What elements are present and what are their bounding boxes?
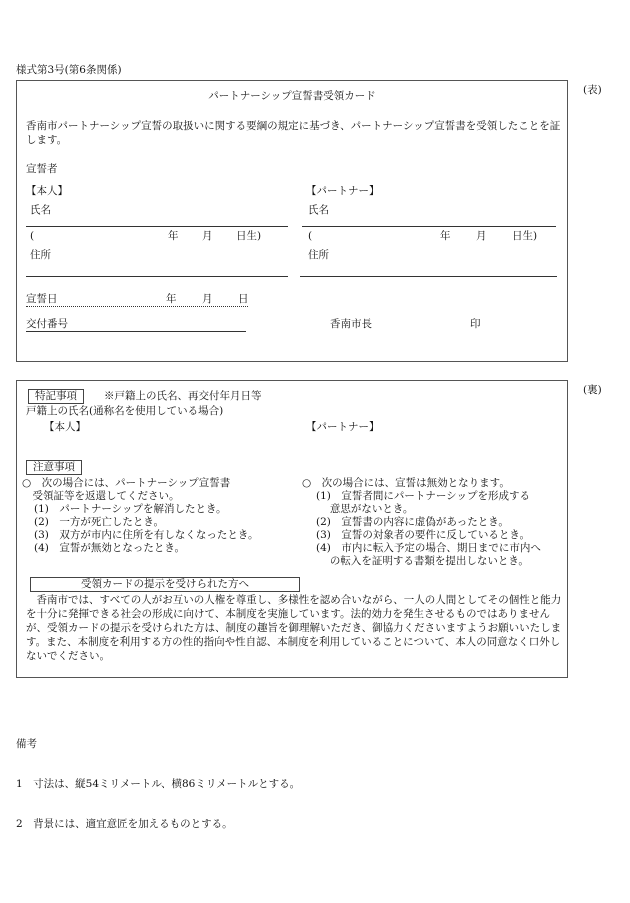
- card-title: パートナーシップ宣誓書受領カード: [208, 90, 376, 102]
- return-item: (1) パートナーシップを解消したとき。: [34, 503, 227, 515]
- self-address-label: 住所: [30, 249, 51, 261]
- remarks-item-2: 2 背景には、適宜意匠を加えるものとする。: [16, 818, 233, 830]
- remarks-heading: 備考: [16, 738, 37, 750]
- partner-address-label: 住所: [308, 249, 329, 261]
- self-birth-month: 月: [202, 230, 213, 242]
- special-notes-text: ※戸籍上の氏名、再交付年月日等: [104, 390, 262, 402]
- return-heading-line-1: ○ 次の場合には、パートナーシップ宣誓書: [22, 477, 231, 489]
- recipient-text: 香南市では、すべての人がお互いの人権を尊重し、多様性を認め合いながら、一人の人間としてその個性と能力を十分に発揮できる社会の形成に向けて、本制度を実施しています。法的効力を発生させるものではありませんが、受領カードの提示を受けられた方は、制度の趣旨を御理解いただき、御協力くださいますようお願いいたします。また、本制度を利用する方の性的指向や性自認、本制度を利用していることについて、本人の同意なく口外しないでください。: [26, 594, 562, 662]
- partner-name-label: 氏名: [308, 204, 329, 216]
- return-item: (4) 宣誓が無効となったとき。: [34, 542, 185, 554]
- oath-date-day: 日: [238, 293, 249, 305]
- self-birth-day: 日生): [236, 230, 262, 242]
- back-side-label: (裏): [583, 384, 602, 396]
- caution-label: 注意事項: [26, 460, 82, 475]
- front-side-label: (表): [583, 84, 602, 96]
- oath-date-year: 年: [166, 293, 177, 305]
- invalid-item: (4) 市内に転入予定の場合、期日までに市内へ: [316, 542, 541, 554]
- partner-heading: 【パートナー】: [306, 185, 380, 197]
- issue-number-label: 交付番号: [26, 318, 68, 330]
- invalid-item-cont: の転入を証明する書類を提出しないとき。: [316, 555, 529, 567]
- mayor-label: 香南市長: [330, 318, 372, 330]
- certification-text: 香南市パートナーシップ宣誓の取扱いに関する要綱の規定に基づき、パートナーシップ宣誓書を受領したことを証します。: [26, 120, 561, 146]
- family-register-name-label: 戸籍上の氏名(通称名を使用している場合): [26, 405, 224, 417]
- remarks-item-1: 1 寸法は、縦54ミリメートル、横86ミリメートルとする。: [16, 778, 301, 790]
- oath-date-month: 月: [202, 293, 213, 305]
- swearer-label: 宣誓者: [26, 163, 58, 175]
- self-address-line: [26, 276, 288, 277]
- special-notes-label: 特記事項: [28, 389, 84, 404]
- return-heading-line-2: 受領証等を返還してください。: [22, 490, 180, 502]
- invalid-item: (2) 宣誓書の内容に虚偽があったとき。: [316, 516, 509, 528]
- partner-birth-month: 月: [476, 230, 487, 242]
- self-name-label: 氏名: [30, 204, 51, 216]
- recipient-label: 受領カードの提示を受けられた方へ: [30, 577, 300, 592]
- issue-number-line: [26, 331, 246, 332]
- invalid-item: (3) 宣誓の対象者の要件に反しているとき。: [316, 529, 530, 541]
- partner-birth-day: 日生): [512, 230, 538, 242]
- invalid-item: (1) 宣誓者間にパートナーシップを形成する: [316, 490, 530, 502]
- self-birth-open: (: [30, 230, 35, 242]
- partner-name-line: [302, 226, 556, 227]
- invalid-heading: ○ 次の場合には、宣誓は無効となります。: [302, 477, 510, 489]
- oath-date-line: [26, 306, 248, 307]
- partner-birth-open: (: [308, 230, 313, 242]
- return-item: (2) 一方が死亡したとき。: [34, 516, 164, 528]
- seal-label: 印: [470, 318, 481, 330]
- partner-address-line: [300, 276, 557, 277]
- oath-date-label: 宣誓日: [26, 293, 58, 305]
- self-name-line: [26, 226, 288, 227]
- self-birth-year: 年: [168, 230, 179, 242]
- back-self-heading: 【本人】: [44, 421, 86, 433]
- invalid-item-cont: 意思がないとき。: [316, 503, 414, 515]
- form-label: 様式第3号(第6条関係): [16, 64, 122, 76]
- partner-birth-year: 年: [440, 230, 451, 242]
- return-item: (3) 双方が市内に住所を有しなくなったとき。: [34, 529, 259, 541]
- self-heading: 【本人】: [26, 185, 68, 197]
- back-partner-heading: 【パートナー】: [306, 421, 380, 433]
